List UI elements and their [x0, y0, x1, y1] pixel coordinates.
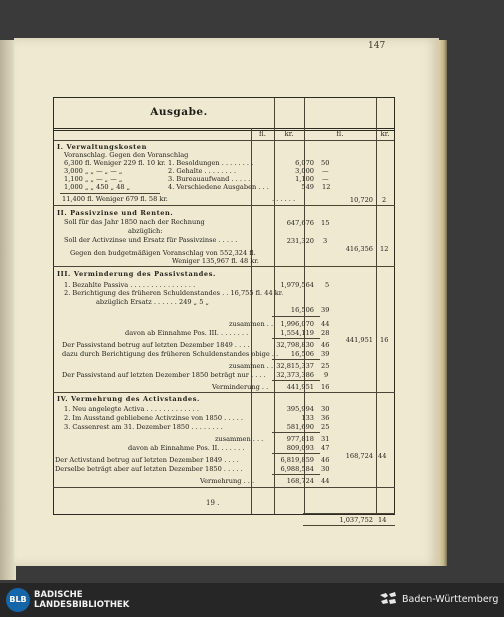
- text-line: davon ab Einnahme Pos. II. . . . . . .: [128, 444, 245, 452]
- value-fl: 32,798,830: [276, 341, 314, 349]
- value-fl: 395,994: [286, 405, 314, 413]
- total-kr: 44: [378, 452, 387, 460]
- total-rule: [303, 525, 395, 526]
- sum-rule: [272, 380, 320, 381]
- value-fl: 1,996,070: [280, 320, 314, 328]
- col-divider: [376, 98, 377, 514]
- value-kr: 47: [321, 444, 330, 452]
- total-fl: 10,720: [349, 196, 373, 204]
- text-line: 1,000 „ „ 450 „ 48 „: [64, 183, 131, 191]
- value-fl: 3,000: [295, 167, 314, 175]
- text-line: 1. Neu angelegte Activa . . . . . . . . . . . . .: [64, 405, 199, 413]
- text-line: 3. Cassenrest am 31. Dezember 1850 . . . . . . . .: [64, 423, 223, 431]
- value-kr: 39: [321, 306, 330, 314]
- value-kr: 44: [321, 477, 330, 485]
- value-kr: 30: [321, 465, 330, 473]
- text-line: Verminderung . .: [212, 383, 269, 391]
- value-fl: 1,979,564: [280, 281, 314, 289]
- value-kr: 39: [321, 350, 330, 358]
- total-kr: 16: [380, 336, 389, 344]
- value-fl: 16,506: [290, 306, 314, 314]
- value-kr: 25: [321, 423, 330, 431]
- text-line: 1. Besoldungen . . . . . . . .: [168, 159, 254, 167]
- state-name[interactable]: Baden-Württemberg: [402, 594, 499, 605]
- text-line: davon ab Einnahme Pos. III. . . . . . . .: [125, 329, 249, 337]
- value-fl: 809,093: [286, 444, 314, 452]
- text-line: dazu durch Berichtigung des früheren Schuldenstandes obige . .: [62, 350, 279, 358]
- grand-total-kr: 14: [378, 516, 387, 524]
- section-rule: [53, 266, 395, 267]
- text-line: 11,400 fl. Weniger 679 fl. 58 kr.: [62, 195, 168, 203]
- sum-rule: [272, 432, 320, 433]
- value-fl: 32,373,386: [276, 371, 314, 379]
- section-rule: [53, 205, 395, 206]
- library-name[interactable]: [34, 590, 129, 610]
- text-line: Der Activstand betrug auf letzten Dezember 1849 . . . .: [55, 456, 239, 464]
- total-kr: 12: [380, 245, 389, 253]
- header-fl: fl.: [259, 130, 266, 138]
- text-line: Der Passivstand auf letzten Dezember 1850 beträgt nur . . . .: [62, 371, 266, 379]
- text-line: 1,100 „ „ — „ — „: [64, 175, 123, 183]
- text-line: zusammen . . .: [215, 435, 264, 443]
- value-fl: 441,951: [286, 383, 314, 391]
- text-line: Weniger 135,967 fl. 48 kr.: [172, 257, 259, 265]
- value-kr: 36: [321, 414, 330, 422]
- blb-logo-icon[interactable]: BLB: [6, 588, 30, 612]
- value-fl: 1,554,119: [280, 329, 314, 337]
- value-kr: 12: [322, 183, 331, 191]
- total-fl: 168,724: [345, 452, 373, 460]
- value-fl: 16,506: [290, 350, 314, 358]
- text-line: Voranschlag. Gegen den Voranschlag: [64, 151, 189, 159]
- total-fl: 441,951: [345, 336, 373, 344]
- section-rule: [53, 392, 395, 393]
- value-fl: 549: [301, 183, 314, 191]
- value-fl: 647,676: [286, 219, 314, 227]
- baden-wuerttemberg-lions-icon: [378, 591, 398, 609]
- sum-rule: [272, 316, 320, 317]
- text-line: zusammen . .: [229, 320, 274, 328]
- page-number: 147: [368, 41, 386, 51]
- page-edge: [439, 40, 447, 566]
- header-rule: [54, 140, 394, 141]
- total-fl: 416,356: [345, 245, 373, 253]
- value-fl: 32,815,337: [276, 362, 314, 370]
- rule: [60, 193, 160, 194]
- sum-rule: [272, 359, 320, 360]
- text-line: Der Passivstand betrug auf letzten Dezember 1849 . . . .: [62, 341, 250, 349]
- value-kr: 30: [321, 405, 330, 413]
- value-kr: 25: [321, 362, 330, 370]
- text-line: Soll für das Jahr 1850 nach der Rechnung: [64, 218, 205, 226]
- text-line: 2. Gehalte . . . . . . . .: [168, 167, 236, 175]
- value-kr: 16: [321, 383, 330, 391]
- value-kr: —: [322, 175, 329, 183]
- text-line: 3,000 „ „ — „ — „: [64, 167, 123, 175]
- text-line: abzüglich Ersatz . . . . . . 249 „ 5 „: [96, 298, 209, 306]
- header-fl-total: fl.: [336, 130, 344, 138]
- value-kr: 5: [325, 281, 330, 289]
- library-name-line2: LANDESBIBLIOTHEK: [34, 600, 130, 610]
- dot-leader: . . . . . .: [272, 195, 296, 203]
- value-fl: 581,690: [286, 423, 314, 431]
- text-line: 6,300 fl. Weniger 229 fl. 10 kr.: [64, 159, 166, 167]
- text-line: Gegen den budgetmäßigen Voranschlag von 552,324 fl.: [70, 249, 256, 257]
- value-kr: 28: [321, 329, 330, 337]
- sum-rule: [272, 474, 320, 475]
- value-kr: —: [322, 167, 329, 175]
- text-line: abzüglich:: [128, 227, 163, 235]
- section-title: I. Verwaltungskosten: [57, 143, 147, 151]
- library-name-line1: BADISCHE: [34, 590, 83, 600]
- text-line: 4. Verschiedene Ausgaben . . .: [168, 183, 269, 191]
- text-line: 1. Bezahlte Passiva . . . . . . . . . . . . . . . .: [64, 281, 196, 289]
- value-fl: 231,320: [286, 237, 314, 245]
- text-line: 3. Bureauaufwand . . . . .: [168, 175, 251, 183]
- section-title: II. Passivzinse und Renten.: [57, 209, 174, 217]
- library-footer: [0, 583, 504, 617]
- section-title: III. Verminderung des Passivstandes.: [57, 270, 216, 278]
- value-fl: 1,100: [295, 175, 314, 183]
- value-fl: 133: [301, 414, 314, 422]
- value-fl: 6,988,584: [280, 465, 314, 473]
- value-kr: 50: [321, 159, 330, 167]
- value-kr: 15: [321, 219, 330, 227]
- text-line: 2. Berichtigung des früheren Schuldenstandes . . 16,755 fl. 44 kr.: [64, 289, 284, 297]
- section-title: IV. Vermehrung des Activstandes.: [57, 395, 200, 403]
- text-line: Soll der Activzinse und Ersatz für Passivzinse . . . . .: [64, 236, 238, 244]
- total-rule: [303, 513, 395, 514]
- value-fl: 6,819,859: [280, 456, 314, 464]
- value-fl: 977,818: [286, 435, 314, 443]
- value-kr: 31: [321, 435, 330, 443]
- value-fl: 6,070: [295, 159, 314, 167]
- total-kr: 2: [382, 196, 387, 204]
- section-rule: [53, 487, 395, 488]
- value-kr: 3: [323, 237, 328, 245]
- table-title: Ausgabe.: [150, 106, 208, 118]
- value-fl: 168,724: [286, 477, 314, 485]
- value-kr: 46: [321, 456, 330, 464]
- text-line: 2. Im Ausstand gebliebene Activzinse von 1850 . . . . .: [64, 414, 244, 422]
- value-kr: 46: [321, 341, 330, 349]
- grand-total-fl: 1,037,752: [339, 516, 373, 524]
- value-kr: 9: [324, 371, 329, 379]
- signature-mark: 19 .: [206, 499, 220, 507]
- header-kr: kr.: [284, 130, 294, 138]
- text-line: Derselbe beträgt aber auf letzten Dezember 1850 . . . . .: [55, 465, 243, 473]
- value-kr: 44: [321, 320, 330, 328]
- text-line: zusammen . .: [229, 362, 274, 370]
- header-kr-total: kr.: [380, 130, 390, 138]
- text-line: Vermehrung . . .: [200, 477, 255, 485]
